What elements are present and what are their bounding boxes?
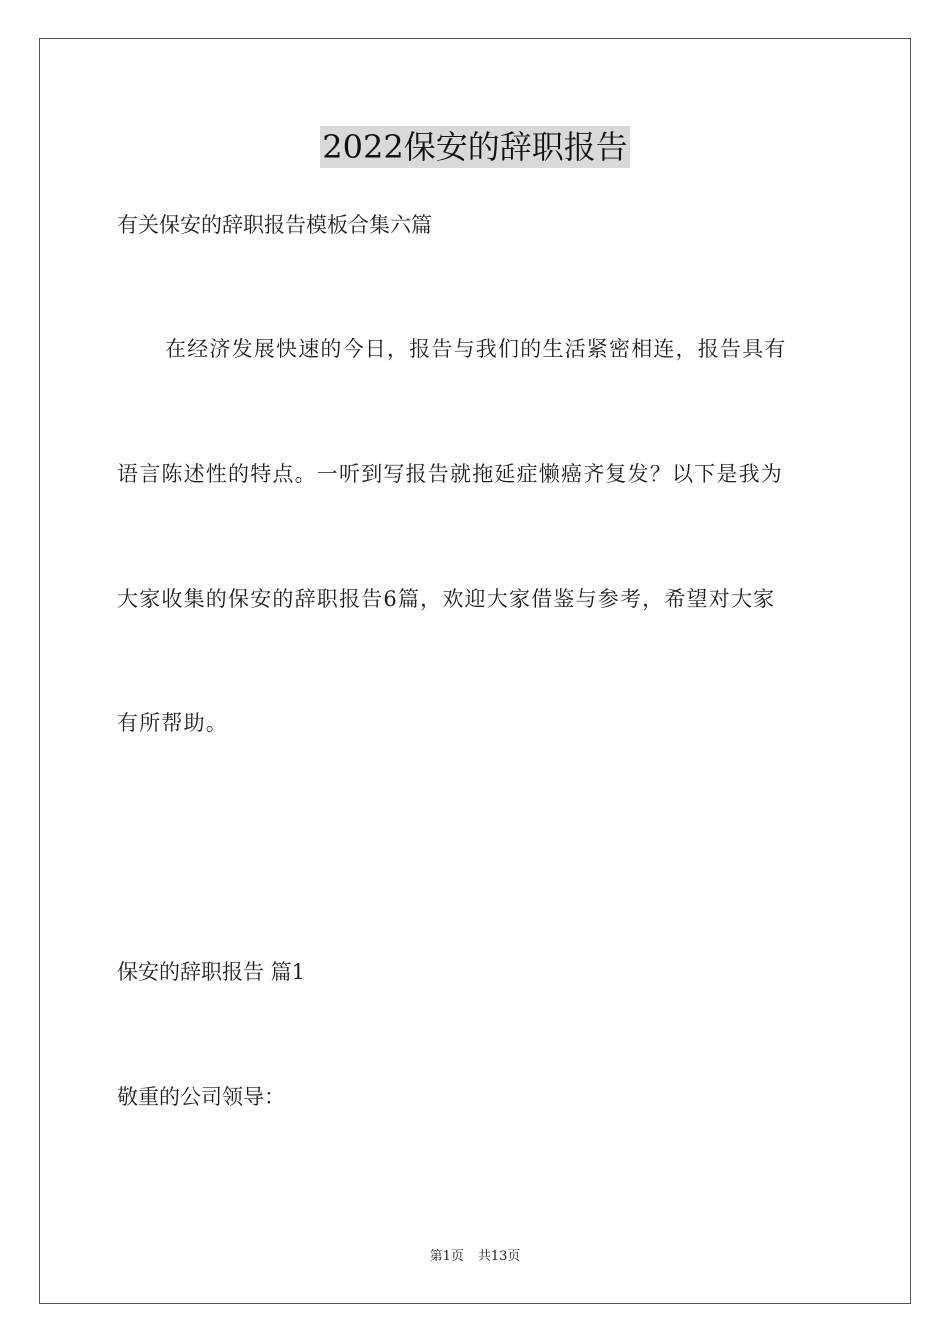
- document-title: 2022保安的辞职报告: [322, 128, 628, 166]
- intro-paragraph-line-1: 在经济发展快速的今日，报告与我们的生活紧密相连，报告具有: [165, 337, 787, 361]
- page-number: 第1页: [429, 1249, 464, 1264]
- salutation: 敬重的公司领导：: [117, 1085, 285, 1109]
- section-heading: 保安的辞职报告 篇1: [117, 960, 306, 984]
- intro-paragraph-line-3: 大家收集的保安的辞职报告6篇，欢迎大家借鉴与参考，希望对大家: [117, 587, 776, 611]
- intro-paragraph-line-2: 语言陈述性的特点。一听到写报告就拖延症懒癌齐复发？以下是我为: [117, 462, 783, 486]
- page-total: 共13页: [477, 1249, 521, 1264]
- page-footer: [0, 1248, 950, 1266]
- document-subtitle: 有关保安的辞职报告模板合集六篇: [117, 213, 432, 237]
- title-container: [0, 126, 950, 168]
- intro-paragraph-line-4: 有所帮助。: [117, 711, 228, 735]
